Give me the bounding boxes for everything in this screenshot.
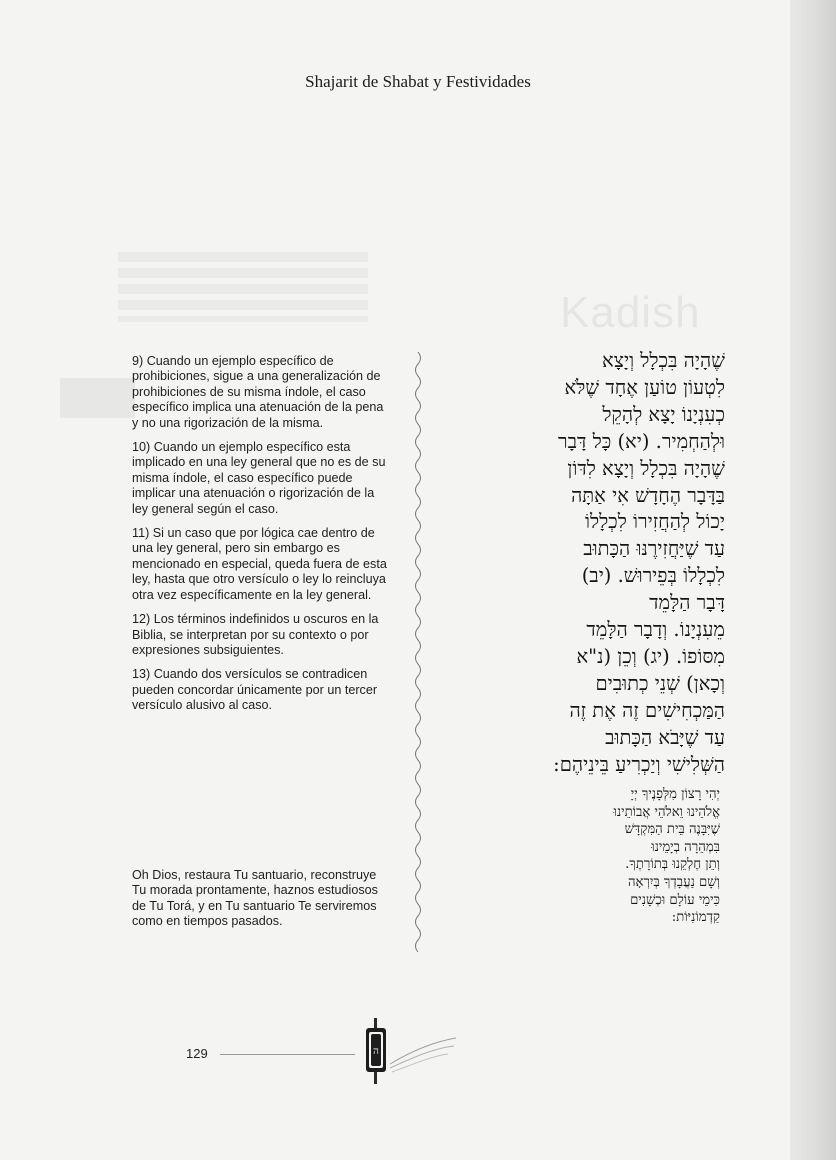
hebrew-prayer-line: כִּימֵי עוֹלָם וּכְשָׁנִים — [630, 892, 720, 908]
footer-rule — [220, 1054, 355, 1055]
torah-scroll-icon — [360, 1016, 460, 1086]
show-through-block — [118, 252, 368, 322]
hebrew-prayer-line: וְתֵן חֶלְקֵנוּ בְּתוֹרָתֶךָ. — [625, 857, 720, 873]
rule-10: 10) Cuando un ejemplo específico esta implicado en una ley general que no es de su misma índole, el caso específico puede implicar una atenuación o rigorización de la ley general según el caso. — [132, 440, 386, 516]
hebrew-line: מִסּוֹפוֹ. (יג) וְכֵן (נ"א — [576, 644, 725, 668]
hebrew-line: עַד שֶׁיָּבֹא הַכָּתוּב — [605, 725, 725, 749]
wavy-column-divider — [411, 352, 425, 952]
rule-9: 9) Cuando un ejemplo específico de prohibiciones, sigue a una generalización de prohibiciones de su misma índole, el caso específico implica una atenuación de la pena y no una rigorización de la misma. — [132, 354, 384, 430]
hebrew-line: מֵעִנְיָנוֹ. וְדָבָר הַלָּמֵד — [586, 618, 725, 642]
hebrew-rules-text — [470, 348, 725, 779]
hebrew-prayer-line: בִּמְהֵרָה בְיָמֵינוּ — [651, 839, 720, 855]
hebrew-prayer-line: וְשָׁם נַעֲבָדְךָ בְּיִרְאָה — [627, 874, 720, 890]
hebrew-line: בַּדָּבָר הֶחָדָשׁ אִי אַתָּה — [571, 483, 725, 507]
hebrew-prayer-line: יְהִי רָצוֹן מִלְּפָנֶיךָ יְיָ — [630, 787, 720, 802]
rules-column — [132, 354, 388, 723]
hebrew-prayer-line: קַדְמוֹנִיּוֹת: — [671, 910, 720, 926]
hebrew-line: שֶׁהָיָה בִּכְלָל וְיָצָא לִדּוֹן — [567, 456, 725, 480]
hebrew-line: דָּבָר הַלָּמֵד — [649, 591, 725, 615]
hebrew-line: כְעִנְיָנוֹ יָצָא לְהָקֵל — [602, 402, 725, 426]
hebrew-line: שֶׁהָיָה בִּכְלָל וְיָצָא — [602, 349, 725, 372]
spanish-prayer: Oh Dios, restaura Tu santuario, reconstruye Tu morada prontamente, haznos estudiosos de Tu Torá, y en Tu santuario Te serviremos como en tiempos pasados. — [132, 868, 378, 929]
hebrew-line: לִכְלָלוֹ בְּפֵירוּשׁ. (יב) — [581, 564, 725, 588]
show-through-text: Kadish — [560, 288, 701, 337]
hebrew-line: וְכָאן) שְׁנֵי כְתוּבִים — [595, 671, 725, 695]
hebrew-line: עַד שֶׁיַּחֲזִירֶנּוּ הַכָּתוּב — [583, 537, 725, 561]
hebrew-prayer — [560, 786, 720, 927]
show-through-bar — [60, 378, 135, 418]
rule-12: 12) Los términos indefinidos u oscuros en la Biblia, se interpretan por su contexto o por expresiones subsiguientes. — [132, 612, 379, 657]
hebrew-line: הַמַּכְחִישִׁים זֶה אֶת זֶה — [569, 698, 725, 722]
hebrew-prayer-line: אֱלֹהֵינוּ וֵאלֹהֵי אֲבוֹתֵינוּ — [613, 804, 720, 820]
hebrew-line: וּלְהַחְמִיר. (יא) כָּל דָּבָר — [558, 429, 725, 453]
hebrew-line: יָכוֹל לְהַחֲזִירוֹ לִכְלָלוֹ — [584, 510, 725, 534]
hebrew-prayer-line: שֶׁיִּבָּנֶה בֵּית הַמִּקְדָּשׁ — [624, 822, 720, 838]
rule-11: 11) Si un caso que por lógica cae dentro de una ley general, pero sin embargo es mencionado en especial, queda fuera de esta ley, hasta que otro versículo o ley lo reincluya otra vez específicamente en la ley general. — [132, 526, 387, 602]
adjacent-page-edge — [790, 0, 836, 1160]
running-head-title: Shajarit de Shabat y Festividades — [305, 72, 531, 91]
page-number: 129 — [186, 1046, 208, 1061]
rule-13: 13) Cuando dos versículos se contradicen pueden concordar únicamente por un tercer versículo alusivo al caso. — [132, 667, 378, 713]
hebrew-line: הַשְּׁלִישִׁי וְיַכְרִיעַ בֵּינֵיהֶם: — [553, 752, 725, 776]
hebrew-line: לִטְעוֹן טוֹעַן אֶחָד שֶׁלֹּא — [564, 375, 725, 399]
svg-text:ה: ה — [373, 1046, 379, 1057]
